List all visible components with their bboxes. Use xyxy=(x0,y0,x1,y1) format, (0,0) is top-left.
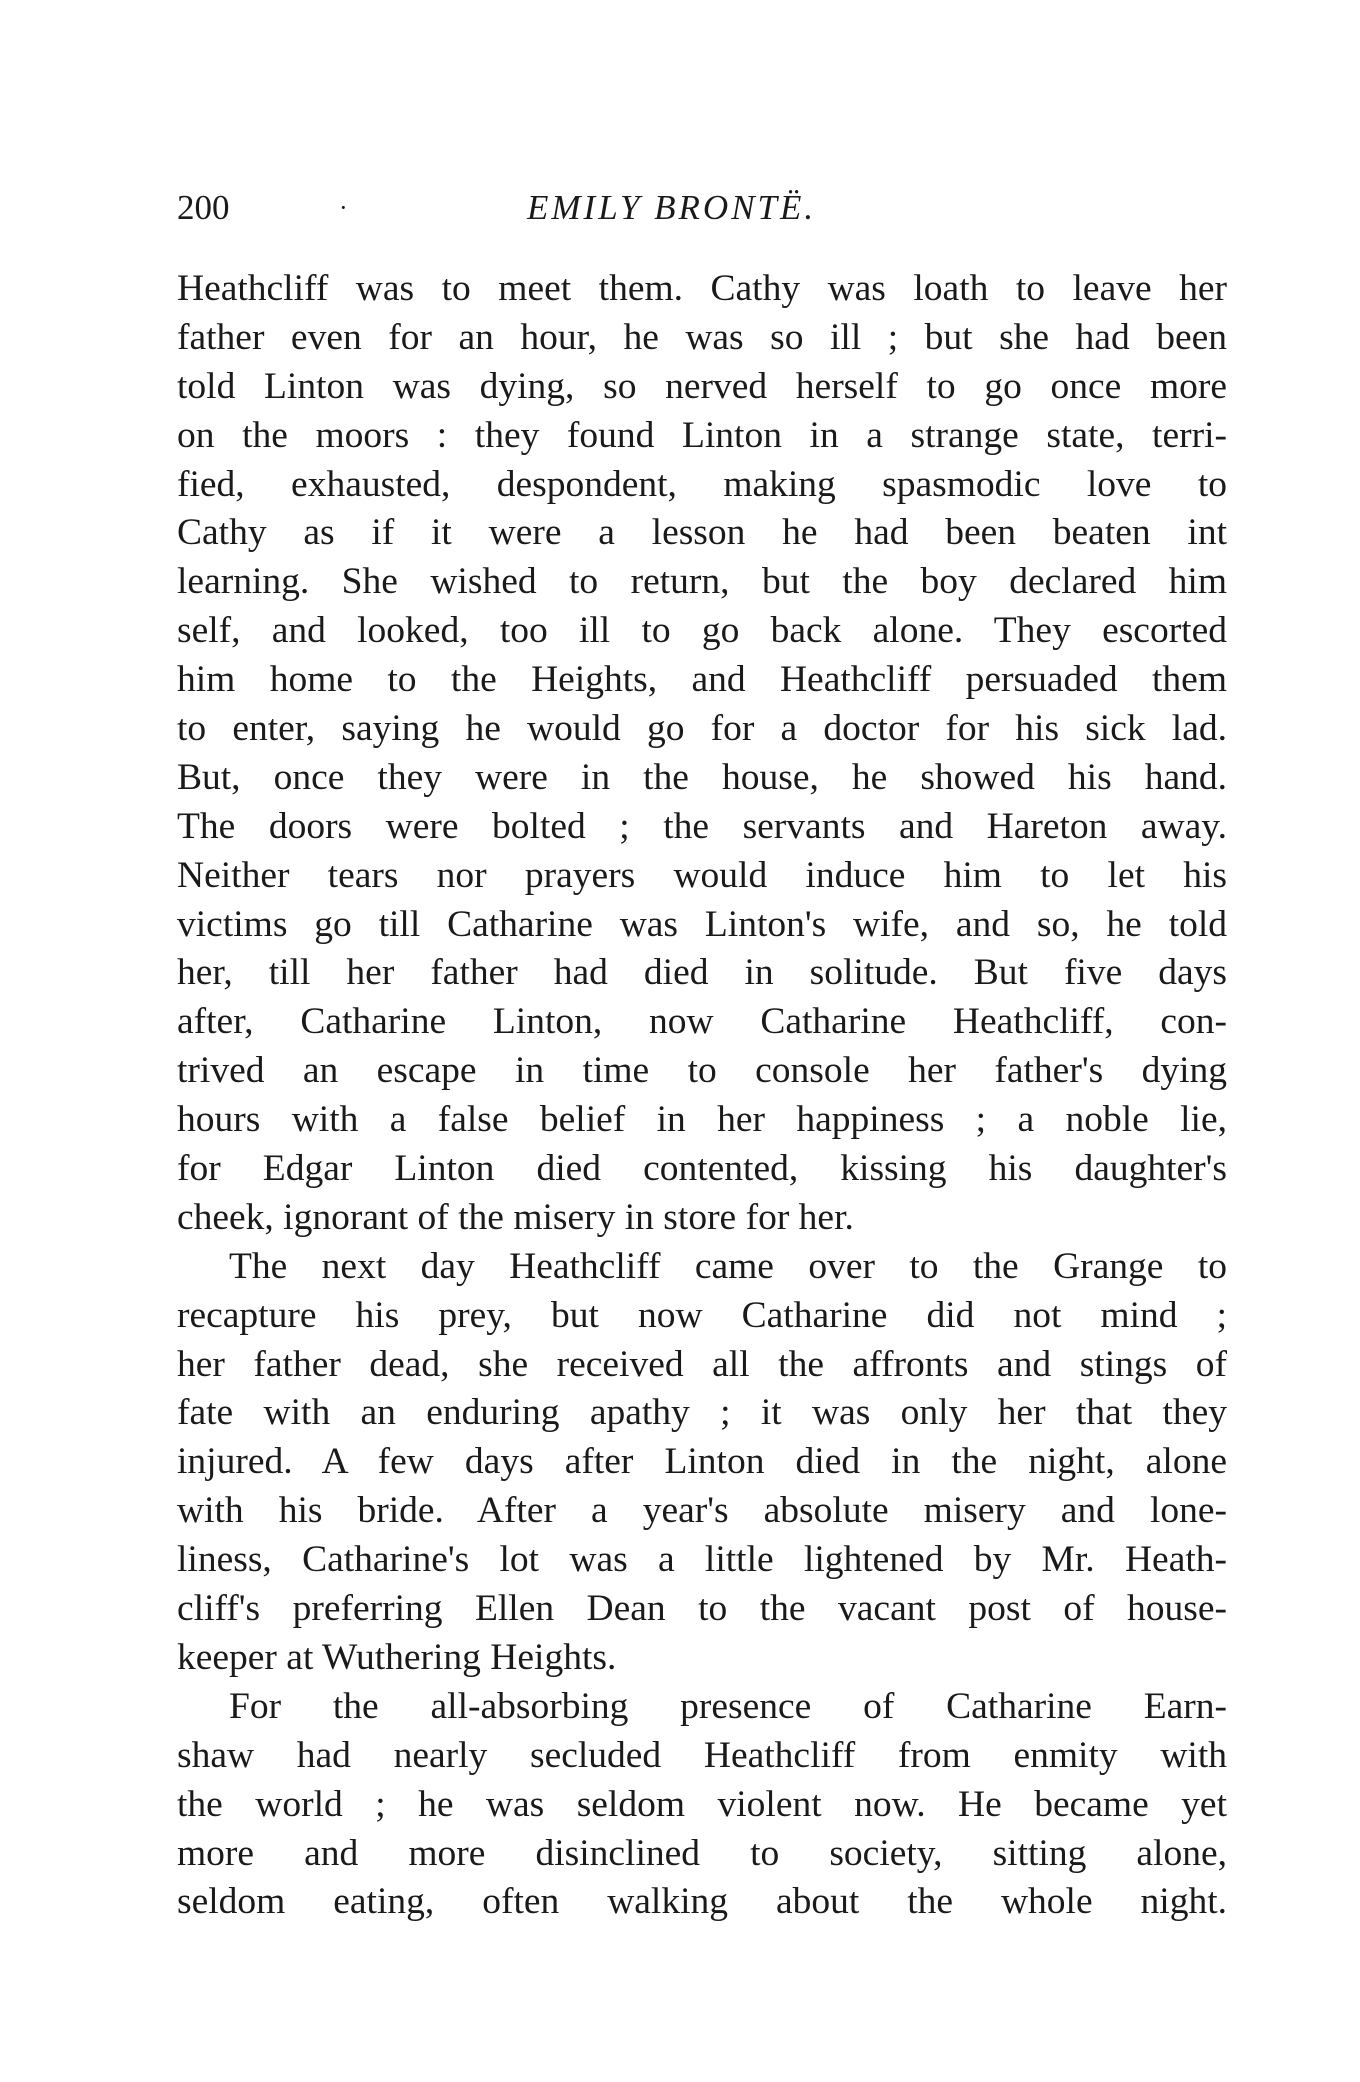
text-line: Heathcliff was to meet them. Cathy was loath to leave her xyxy=(177,268,1227,309)
running-head xyxy=(177,183,1227,233)
running-title: EMILY BRONTË. xyxy=(527,188,817,227)
text-line: victims go till Catharine was Linton's wife, and so, he told xyxy=(177,903,1227,945)
text-line: after, Catharine Linton, now Catharine Heathcliff, con- xyxy=(177,1001,1227,1043)
text-line: The doors were bolted ; the servants and Hareton away. xyxy=(177,805,1227,847)
text-line: with his bride. After a year's absolute misery and lone- xyxy=(177,1490,1227,1532)
text-line: injured. A few days after Linton died in the night, alone xyxy=(177,1441,1227,1483)
text-line: shaw had nearly secluded Heathcliff from enmity with xyxy=(177,1734,1227,1776)
text-line: for Edgar Linton died contented, kissing his daughter's xyxy=(177,1148,1227,1190)
text-line: recapture his prey, but now Catharine did not mind ; xyxy=(177,1294,1227,1336)
text-line: self, and looked, too ill to go back alone. They escorted xyxy=(177,610,1227,652)
text-line: trived an escape in time to console her father's dying xyxy=(177,1050,1227,1092)
text-line: But, once they were in the house, he showed his hand. xyxy=(177,756,1227,798)
text-line: cliff's preferring Ellen Dean to the vacant post of house- xyxy=(177,1588,1227,1630)
text-line: her father dead, she received all the affronts and stings of xyxy=(177,1343,1227,1385)
text-line: more and more disinclined to society, sitting alone, xyxy=(177,1832,1227,1874)
page-number: 200 xyxy=(177,188,230,227)
text-line: hours with a false belief in her happiness ; a noble lie, xyxy=(177,1099,1227,1141)
text-line: told Linton was dying, so nerved herself to go once more xyxy=(177,365,1227,407)
text-line: the world ; he was seldom violent now. He became yet xyxy=(177,1783,1227,1825)
text-line: cheek, ignorant of the misery in store for her. xyxy=(177,1196,854,1238)
body-text xyxy=(177,265,1227,1927)
text-line: For the all-absorbing presence of Catharine Earn- xyxy=(229,1685,1227,1727)
text-line: Cathy as if it were a lesson he had been beaten int xyxy=(177,512,1227,554)
text-line: learning. She wished to return, but the boy declared him xyxy=(177,561,1227,603)
text-line: him home to the Heights, and Heathcliff persuaded them xyxy=(177,659,1227,701)
text-line: on the moors : they found Linton in a strange state, terri- xyxy=(177,414,1227,456)
text-line: The next day Heathcliff came over to the Grange to xyxy=(229,1245,1227,1287)
header-separator: · xyxy=(339,193,348,222)
text-line: to enter, saying he would go for a doctor for his sick lad. xyxy=(177,708,1227,750)
text-line: keeper at Wuthering Heights. xyxy=(177,1636,617,1678)
text-line: fate with an enduring apathy ; it was only her that they xyxy=(177,1392,1227,1434)
text-line: father even for an hour, he was so ill ; but she had been xyxy=(177,316,1227,358)
text-line: her, till her father had died in solitude. But five days xyxy=(177,952,1227,994)
text-line: seldom eating, often walking about the whole night. xyxy=(177,1881,1227,1923)
text-line: fied, exhausted, despondent, making spasmodic love to xyxy=(177,463,1227,505)
text-line: Neither tears nor prayers would induce him to let his xyxy=(177,854,1227,896)
text-line: liness, Catharine's lot was a little lightened by Mr. Heath- xyxy=(177,1539,1227,1581)
